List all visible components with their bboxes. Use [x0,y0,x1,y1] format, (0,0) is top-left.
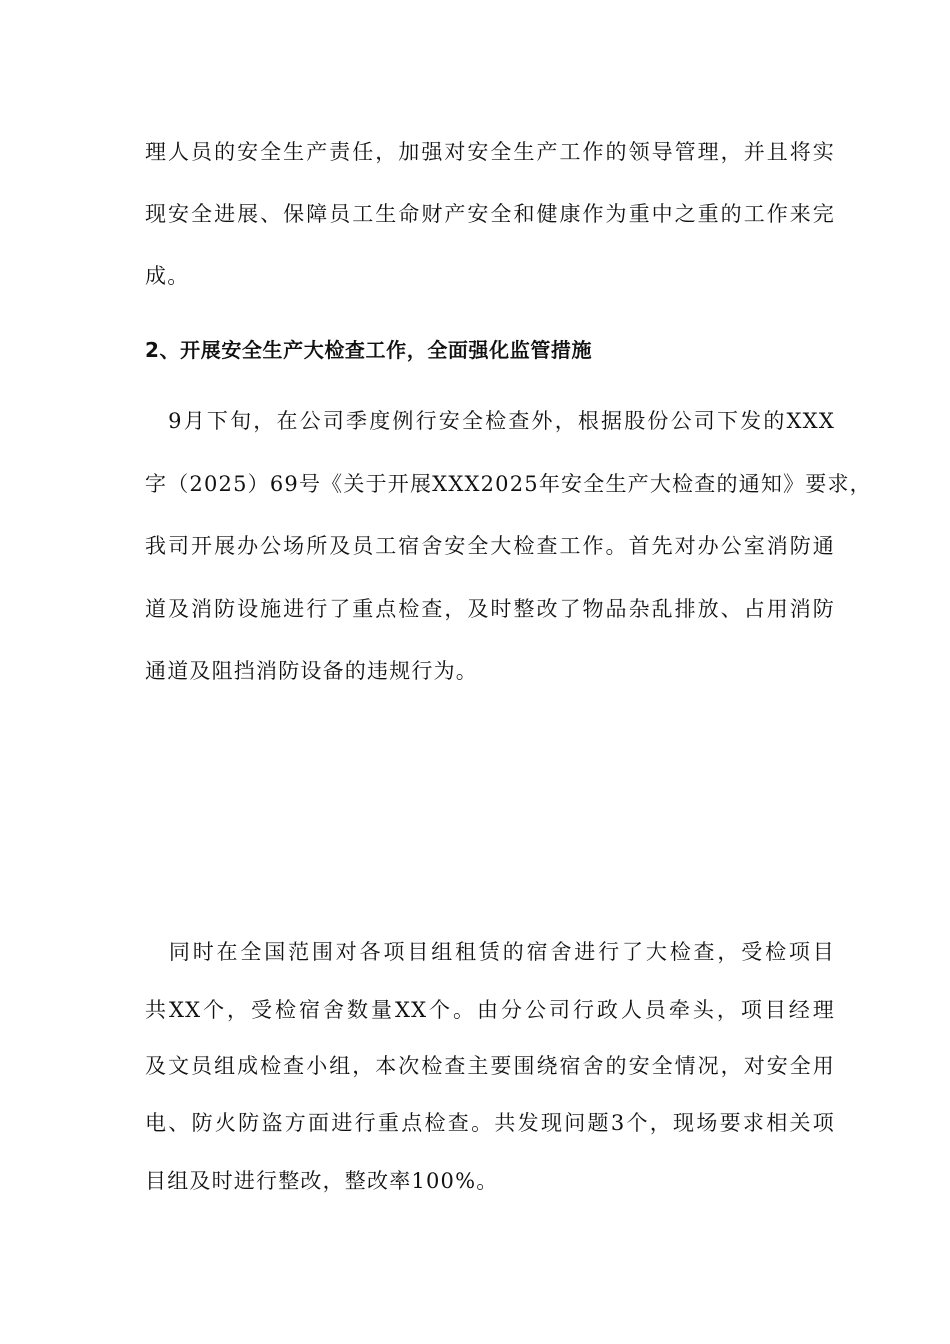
paragraph3-line-2: 共XX个，受检宿舍数量XX个。由分公司行政人员牵头，项目经理 [145,998,835,1022]
paragraph1-line-1: 理人员的安全生产责任，加强对安全生产工作的领导管理，并且将实 [145,140,835,164]
paragraph1-line-2: 现安全进展、保障员工生命财产安全和健康作为重中之重的工作来完 [145,202,835,226]
paragraph1-line-3: 成。 [145,264,190,288]
paragraph3-line-1: 同时在全国范围对各项目组租赁的宿舍进行了大检查，受检项目 [145,940,835,964]
paragraph2-line-2: 字（2025）69号《关于开展XXX2025年安全生产大检查的通知》要求， [145,472,872,496]
paragraph2-line-4: 道及消防设施进行了重点检查，及时整改了物品杂乱排放、占用消防 [145,597,835,621]
paragraph3-line-3: 及文员组成检查小组，本次检查主要围绕宿舍的安全情况，对安全用 [145,1054,835,1078]
paragraph2-line-3: 我司开展办公场所及员工宿舍安全大检查工作。首先对办公室消防通 [145,534,835,558]
paragraph3-line-4: 电、防火防盗方面进行重点检查。共发现问题3个，现场要求相关项 [145,1111,835,1135]
section-heading-2: 2、开展安全生产大检查工作，全面强化监管措施 [145,338,593,362]
paragraph2-line-1: 9月下旬，在公司季度例行安全检查外，根据股份公司下发的XXX [145,409,835,433]
paragraph2-line-5: 通道及阻挡消防设备的违规行为。 [145,659,478,683]
paragraph3-line-5: 目组及时进行整改，整改率100%。 [145,1169,499,1193]
